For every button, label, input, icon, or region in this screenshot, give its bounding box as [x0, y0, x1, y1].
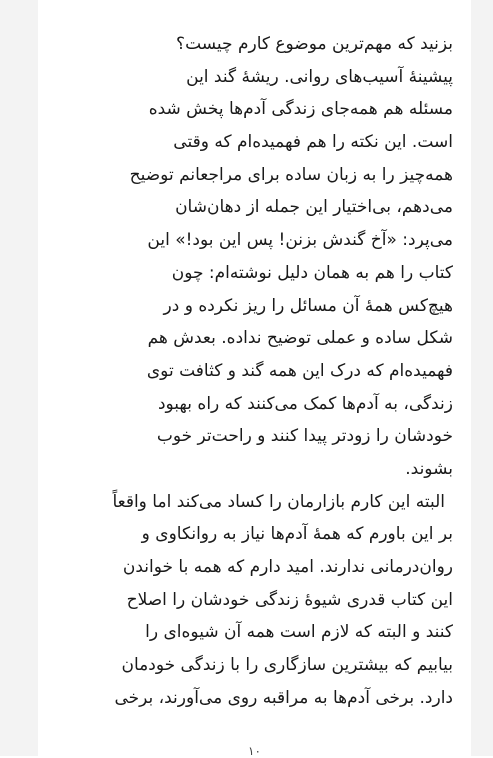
paragraph-1 — [58, 28, 453, 486]
paragraph-2 — [58, 486, 453, 715]
right-margin — [471, 0, 493, 756]
text-line: خودشان را زودتر پیدا کنند و راحت‌تر خوب — [156, 426, 453, 447]
text-line: می‌دهم، بی‌اختیار این جمله از دهان‌شان — [175, 197, 453, 218]
text-line: است. این نکته را هم فهمیده‌ام که وقتی — [173, 132, 453, 153]
text-line: بشوند. — [405, 458, 453, 479]
body-text — [58, 28, 453, 714]
text-line: بزنید که مهم‌ترین موضوع کارم چیست؟ — [176, 34, 453, 54]
book-page — [38, 0, 471, 756]
text-line: هیچ‌کس همهٔ آن مسائل را ریز نکرده و در — [163, 295, 453, 316]
text-line: بیابیم که بیشترین سازگاری را با زندگی خودمان — [121, 655, 453, 676]
text-line: فهمیده‌ام که درک این همه گند و کثافت توی — [146, 360, 453, 381]
text-line: می‌پرد: «آخ گندش بزنن! پس این بود!» این — [147, 230, 453, 251]
left-margin — [0, 0, 38, 756]
text-line: پیشینهٔ آسیب‌های روانی. ریشهٔ گند این — [186, 66, 453, 87]
text-line: البته این کارم بازارمان را کساد می‌کند اما واقعاً — [112, 491, 445, 512]
text-line: شکل ساده و عملی توضیح نداده. بعدش هم — [147, 328, 453, 349]
text-line: کنند و البته که لازم است همه آن شیوه‌ای را — [145, 622, 453, 643]
text-line: مسئله هم همه‌جای زندگی آدم‌ها پخش شده — [148, 99, 453, 120]
text-line: بر این باورم که همهٔ آدم‌ها نیاز به روانکاوی و — [141, 524, 453, 545]
text-line: دارد. برخی آدم‌ها به مراقبه روی می‌آورند، برخی — [114, 687, 453, 708]
text-line: زندگی، به آدم‌ها کمک می‌کنند که راه بهبود — [157, 393, 453, 414]
text-line: این کتاب قدری شیوهٔ زندگی خودشان را اصلاح — [126, 589, 453, 610]
text-line: کتاب را هم به همان دلیل نوشته‌ام: چون — [171, 262, 453, 283]
text-line: همه‌چیز را به زبان ساده برای مراجعانم توضیح — [129, 164, 453, 185]
text-line: روان‌درمانی ندارند. امید دارم که همه با خواندن — [122, 557, 453, 577]
page-number: ۱۰ — [248, 744, 261, 758]
